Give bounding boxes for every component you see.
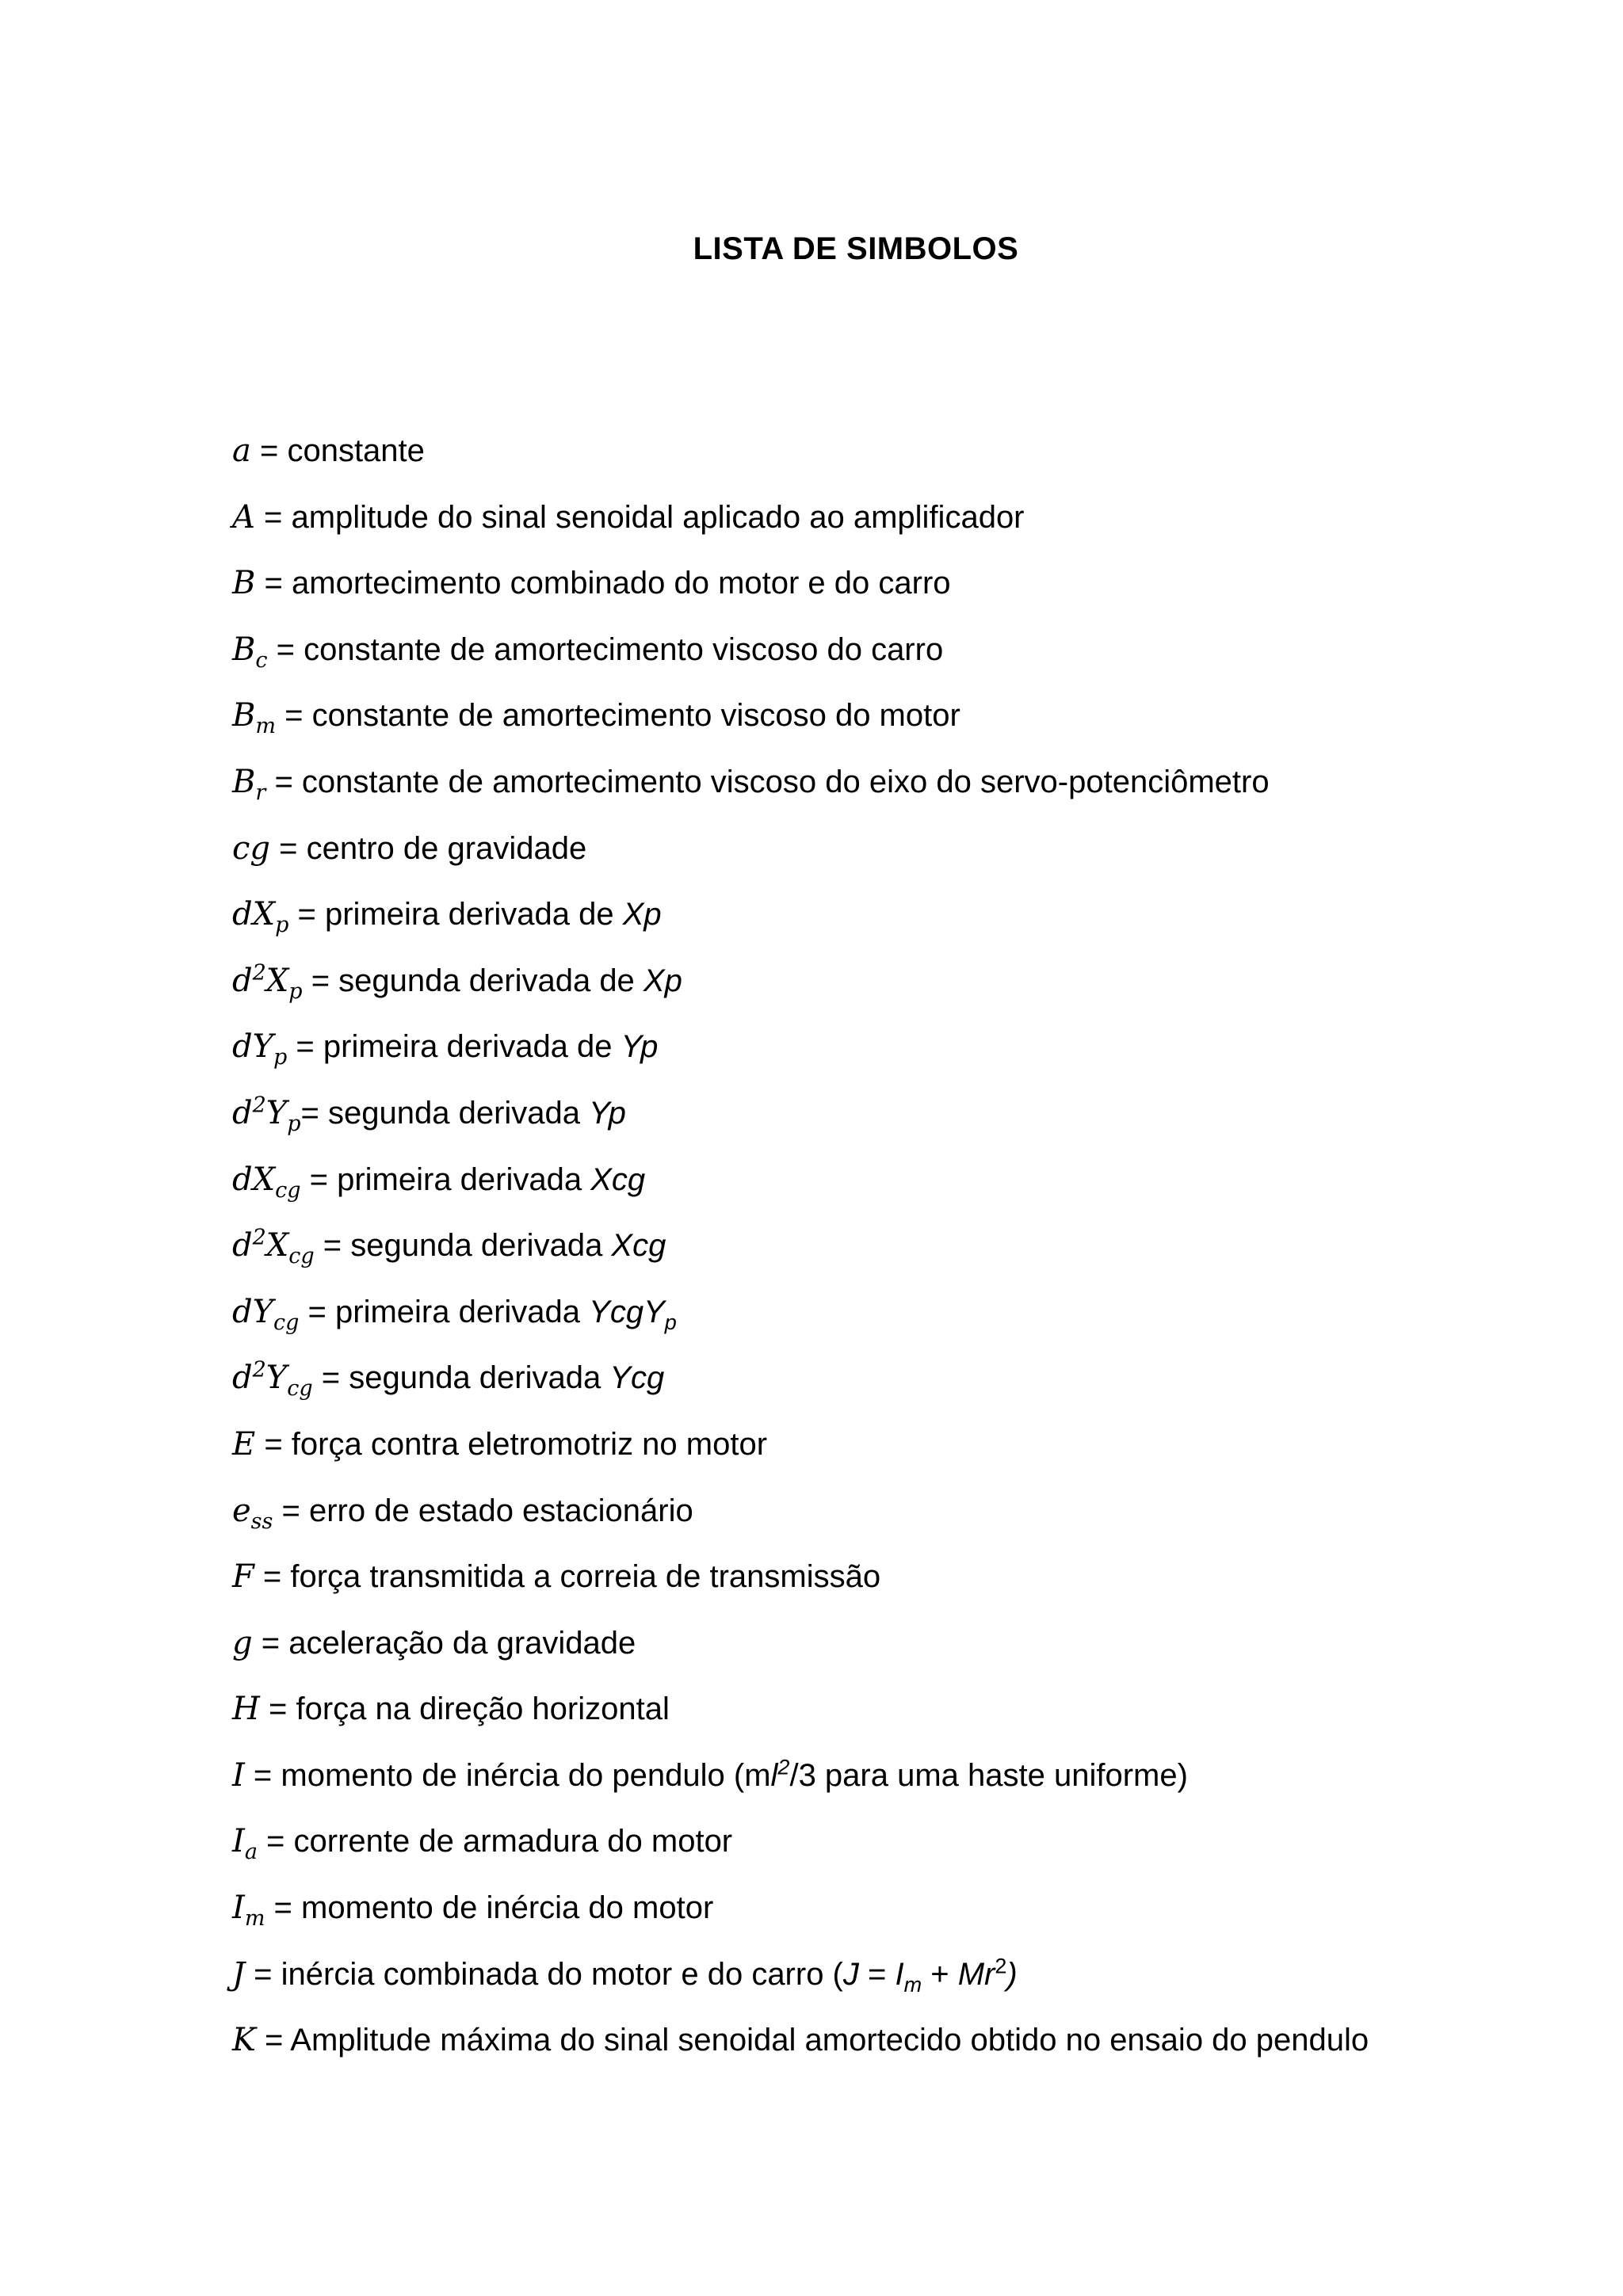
symbol-item [232, 629, 1595, 696]
symbol-term [232, 1492, 273, 1534]
symbol-definition: constante de amortecimento viscoso do carro [304, 631, 944, 667]
equals-separator: = [255, 2023, 291, 2058]
equals-separator: = [250, 433, 288, 468]
definition-fragment: J [842, 1956, 859, 1992]
symbol-definition [350, 1228, 666, 1263]
definition-fragment: I [895, 1956, 904, 1992]
symbol-term [232, 830, 270, 867]
symbol-item [232, 695, 1595, 761]
symbol-definition [338, 963, 682, 998]
equals-separator: = [255, 1426, 292, 1462]
definition-fragment: Yp [589, 1095, 626, 1131]
symbol-definition: centro de gravidade [306, 830, 587, 866]
definition-fragment: segunda derivada [327, 1095, 590, 1131]
symbol-item [232, 1755, 1595, 1821]
symbol-base: I [232, 1890, 245, 1927]
symbol-term [232, 896, 289, 938]
symbol-subscript: p [275, 913, 289, 938]
equals-separator: = [276, 698, 312, 734]
symbol-term [232, 1691, 260, 1727]
definition-fragment: segunda derivada [349, 1360, 610, 1396]
symbol-base: dY [232, 1293, 274, 1330]
equals-separator: = [299, 1294, 336, 1329]
symbol-item [232, 1159, 1595, 1226]
symbol-definition [335, 1294, 677, 1334]
symbol-base: I [232, 1823, 245, 1860]
symbol-item [232, 761, 1595, 828]
definition-fragment: segunda derivada [350, 1228, 612, 1264]
symbol-item [232, 1887, 1595, 1954]
equals-separator: = [270, 830, 307, 866]
definition-fragment: 2 [777, 1755, 790, 1779]
equals-separator: = [257, 1824, 294, 1859]
symbol-item [232, 1093, 1595, 1159]
definition-fragment: Xp [643, 963, 682, 998]
symbol-term [232, 1161, 301, 1203]
symbol-base: F [232, 1558, 254, 1596]
symbol-base: d [232, 962, 253, 999]
symbol-term [232, 1956, 245, 1993]
equals-separator: = [287, 1029, 323, 1065]
symbol-subscript: cg [275, 1177, 301, 1203]
page-title: LISTA DE SIMBOLOS [693, 231, 1019, 266]
symbol-subscript: p [287, 1111, 301, 1136]
symbol-superscript: 2 [252, 1225, 266, 1250]
symbol-base: d [232, 1227, 253, 1264]
symbol-term [232, 1558, 254, 1595]
symbol-definition [337, 1162, 645, 1197]
definition-fragment: Xcg [611, 1228, 666, 1264]
equals-separator: = [255, 566, 292, 601]
symbol-item [232, 1026, 1595, 1093]
symbol-item [232, 1821, 1595, 1887]
symbol-item [232, 2019, 1595, 2086]
definition-fragment: ) [1006, 1956, 1018, 1992]
equals-separator: = [273, 1493, 309, 1528]
symbol-base: A [232, 498, 255, 536]
equals-separator: = [300, 1095, 328, 1131]
definition-fragment: Yp [621, 1029, 659, 1065]
symbol-subscript: p [273, 1045, 288, 1070]
symbol-term [232, 499, 255, 536]
symbol-term [232, 1823, 258, 1865]
symbol-term [232, 1028, 288, 1070]
equals-separator: = [302, 963, 339, 998]
symbol-base: dX [232, 896, 276, 933]
symbol-base: B [232, 697, 256, 734]
symbol-definition: força transmitida a correia de transmissão [290, 1559, 881, 1595]
symbol-subscript: ss [250, 1508, 273, 1534]
equals-separator: = [314, 1228, 351, 1264]
symbol-item [232, 1424, 1595, 1490]
symbol-definition [325, 897, 662, 932]
definition-fragment: primeira derivada [337, 1161, 591, 1197]
symbol-subscript: cg [273, 1310, 300, 1335]
symbol-definition: força contra eletromotriz no motor [291, 1426, 768, 1462]
symbol-base: E [232, 1425, 256, 1463]
symbol-definition: erro de estado estacionário [308, 1493, 693, 1528]
equals-separator: = [254, 1559, 291, 1595]
symbol-base-continued: Y [265, 1360, 288, 1397]
symbol-item [232, 430, 1595, 497]
symbol-base: B [232, 565, 256, 602]
definition-fragment: 2 [995, 1954, 1007, 1978]
symbol-term [232, 1625, 253, 1661]
symbol-item [232, 1954, 1595, 2020]
equals-separator: = [244, 1757, 281, 1793]
symbol-item [232, 563, 1595, 629]
definition-fragment: p [664, 1310, 677, 1334]
symbol-item [232, 497, 1595, 563]
symbol-base: e [232, 1492, 251, 1529]
definition-fragment: Xp [622, 897, 662, 933]
definition-fragment: primeira derivada [335, 1294, 590, 1329]
definition-fragment: l [770, 1757, 778, 1793]
equals-separator: = [265, 1890, 302, 1926]
symbol-definition: amplitude do sinal senoidal aplicado ao amplificador [291, 499, 1025, 535]
symbol-item [232, 828, 1595, 894]
symbol-superscript: 2 [252, 1357, 266, 1383]
symbol-base-continued: Y [265, 1094, 288, 1131]
equals-separator: = [252, 1625, 289, 1661]
symbol-subscript: p [288, 978, 303, 1004]
definition-fragment: inércia combinada do motor e do carro ( [281, 1956, 843, 1992]
symbol-item [232, 1225, 1595, 1291]
symbol-definition [281, 1954, 1018, 1997]
symbol-subscript: cg [287, 1376, 313, 1402]
symbol-term [232, 1757, 245, 1794]
symbol-subscript: cg [288, 1244, 315, 1269]
symbol-definition [281, 1755, 1188, 1793]
definition-fragment: /3 para uma haste uniforme) [789, 1757, 1188, 1793]
symbol-base: a [232, 433, 251, 469]
symbol-item [232, 960, 1595, 1027]
symbol-definition: Amplitude máxima do sinal senoidal amortecido obtido no ensaio do pendulo [290, 2023, 1369, 2058]
symbol-term [232, 1426, 255, 1463]
definition-fragment: YcgY [589, 1294, 665, 1329]
equals-separator: = [267, 631, 304, 667]
symbol-base: H [232, 1691, 260, 1728]
symbol-subscript: a [244, 1840, 258, 1865]
symbol-base: cg [232, 830, 271, 867]
symbol-base: I [232, 1756, 245, 1794]
symbol-item [232, 1556, 1595, 1623]
symbol-definition: corrente de armadura do motor [293, 1824, 733, 1859]
equals-separator: = [259, 1691, 296, 1727]
equals-separator: = [312, 1360, 349, 1396]
symbol-base: dX [232, 1161, 276, 1198]
definition-fragment: + [922, 1956, 958, 1992]
symbol-term [232, 433, 251, 469]
symbol-definition: aceleração da gravidade [288, 1625, 636, 1661]
symbol-base: dY [232, 1028, 274, 1066]
symbol-term [232, 631, 268, 673]
symbol-definition: força na direção horizontal [296, 1691, 670, 1727]
symbol-base-continued: X [265, 1227, 289, 1264]
symbol-subscript: m [255, 714, 277, 739]
symbol-term [232, 1093, 301, 1136]
symbol-definition: constante de amortecimento viscoso do motor [311, 698, 960, 734]
equals-separator: = [288, 897, 325, 933]
definition-fragment: m [903, 1972, 922, 1997]
definition-fragment: primeira derivada de [323, 1029, 621, 1065]
symbol-definition [349, 1360, 664, 1395]
symbol-term [232, 763, 266, 805]
symbol-term [232, 2022, 256, 2058]
equals-separator: = [245, 1956, 281, 1992]
symbol-term [232, 1890, 265, 1932]
definition-fragment: = [858, 1956, 896, 1992]
symbol-base: K [232, 2022, 256, 2059]
symbol-superscript: 2 [252, 960, 266, 986]
symbol-item [232, 1357, 1595, 1424]
symbol-definition [323, 1029, 658, 1064]
symbol-item [232, 1623, 1595, 1689]
definition-fragment: Ycg [609, 1360, 665, 1396]
symbol-base: B [232, 763, 256, 800]
symbol-definition: constante [287, 433, 425, 468]
equals-separator: = [254, 499, 292, 535]
definition-fragment: Xcg [590, 1161, 646, 1197]
symbol-term [232, 1357, 313, 1402]
definition-fragment: segunda derivada de [338, 963, 643, 998]
definition-fragment: Mr [957, 1956, 995, 1992]
symbol-subscript: r [255, 780, 266, 805]
symbol-base-continued: X [265, 962, 289, 999]
definition-fragment: momento de inércia do pendulo (m [281, 1757, 771, 1793]
symbol-base: d [232, 1094, 253, 1131]
symbol-item [232, 1490, 1595, 1557]
symbol-definition: momento de inércia do motor [301, 1890, 714, 1926]
symbol-base: B [232, 631, 256, 668]
symbol-item [232, 894, 1595, 960]
equals-separator: = [300, 1161, 338, 1197]
symbol-term [232, 697, 277, 739]
symbol-definition: constante de amortecimento viscoso do eixo do servo-potenciômetro [301, 764, 1270, 799]
symbol-base: J [232, 1955, 246, 1993]
equals-separator: = [265, 764, 302, 799]
definition-fragment: primeira derivada de [324, 897, 623, 933]
symbol-definition [328, 1096, 626, 1131]
symbol-definition: amortecimento combinado do motor e do carro [292, 566, 951, 601]
symbol-term [232, 1225, 315, 1269]
symbol-term [232, 1293, 300, 1335]
symbol-term [232, 960, 303, 1004]
symbol-item [232, 1291, 1595, 1358]
symbol-item [232, 1688, 1595, 1755]
symbol-base: g [232, 1624, 253, 1661]
symbol-subscript: m [244, 1906, 265, 1932]
symbol-superscript: 2 [252, 1093, 266, 1118]
symbol-list [232, 430, 1595, 2086]
symbol-subscript: c [255, 647, 268, 673]
symbol-term [232, 565, 255, 601]
symbol-base: d [232, 1360, 253, 1397]
